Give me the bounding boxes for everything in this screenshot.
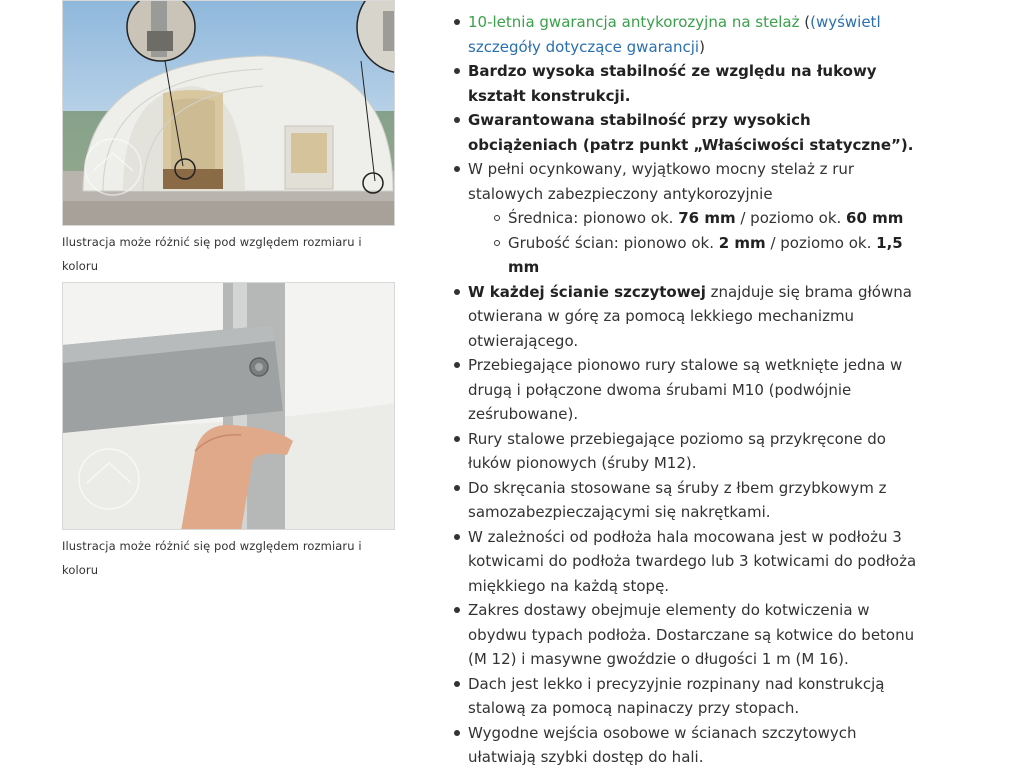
feature-gate bbox=[452, 280, 922, 354]
feature-list-column bbox=[452, 10, 922, 770]
frame-specs bbox=[468, 206, 922, 280]
frame-text: W pełni ocynkowany, wyjątkowo mocny stelaż z rur stalowych zabezpieczony antykorozyjnie bbox=[468, 160, 855, 203]
image-caption: Ilustracja może różnić się pod względem rozmiaru i koloru bbox=[62, 235, 362, 273]
feature-entrances bbox=[452, 721, 922, 770]
warranty-paren-close: ) bbox=[699, 37, 705, 56]
figure-hall bbox=[62, 0, 396, 282]
feature-bolts bbox=[452, 476, 922, 525]
feature-warranty bbox=[452, 10, 922, 59]
feature-roof bbox=[452, 672, 922, 721]
stability-arch-text: Bardzo wysoka stabilność ze względu na łukowy kształt konstrukcji. bbox=[468, 62, 877, 105]
gate-bold: W każdej ścianie szczytowej bbox=[468, 282, 706, 301]
image-column bbox=[62, 0, 396, 582]
warranty-text: 10-letnia gwarancja antykorozyjna na stelaż bbox=[468, 13, 800, 31]
spec-thickness bbox=[492, 231, 922, 280]
diameter-label: Średnica: pionowo ok. bbox=[508, 209, 679, 227]
pipe-joint-photo[interactable] bbox=[62, 282, 395, 530]
feature-anchoring bbox=[452, 525, 922, 599]
spec-diameter bbox=[492, 206, 922, 231]
feature-stability-arch bbox=[452, 59, 922, 108]
roof-text: Dach jest lekko i precyzyjnie rozpinany nad konstrukcją stalową za pomocą napinaczy przy stopach. bbox=[468, 674, 885, 717]
feature-stability-load bbox=[452, 108, 922, 157]
figure-pipe-joint bbox=[62, 282, 396, 582]
thickness-horizontal: 1,5 mm bbox=[508, 233, 903, 276]
pipe-joint-illustration bbox=[63, 283, 395, 530]
feature-list bbox=[452, 10, 922, 770]
gate-text: znajduje się brama główna otwierana w górę za pomocą lekkiego mechanizmu otwierającego. bbox=[468, 282, 912, 350]
entrances-text: Wygodne wejścia osobowe w ścianach szczytowych ułatwiają szybki dostęp do hali. bbox=[468, 723, 857, 766]
diameter-mid: / poziomo ok. bbox=[735, 209, 847, 227]
horizontal-pipes-text: Rury stalowe przebiegające poziomo są przykręcone do łuków pionowych (śruby M12). bbox=[468, 429, 886, 472]
feature-delivery bbox=[452, 598, 922, 672]
vertical-pipes-text: Przebiegające pionowo rury stalowe są wetknięte jedna w drugą i połączone dwoma śrubami M10 (podwójnie ześrubowane). bbox=[468, 356, 903, 423]
anchoring-text: W zależności od podłoża hala mocowana jest w podłożu 3 kotwicami do podłoża twardego lub 3 kotwicami do podłoża miękkiego na każdą stopę. bbox=[468, 527, 917, 595]
thickness-label: Grubość ścian: pionowo ok. bbox=[508, 233, 719, 252]
feature-vertical-pipes bbox=[452, 353, 922, 427]
warranty-paren-open: ( bbox=[799, 13, 811, 31]
thickness-mid: / poziomo ok. bbox=[765, 233, 877, 252]
warranty-link-prefix: ( bbox=[810, 13, 816, 31]
diameter-vertical: 76 mm bbox=[678, 209, 736, 227]
delivery-text: Zakres dostawy obejmuje elementy do kotwiczenia w obydwu typach podłoża. Dostarczane są kotwice do betonu (M 12) i masywne gwoździe o długości 1 m (M 16). bbox=[468, 601, 915, 668]
hall-illustration bbox=[63, 1, 395, 226]
diameter-horizontal: 60 mm bbox=[846, 209, 904, 227]
stability-load-text: Gwarantowana stabilność przy wysokich obciążeniach (patrz punkt „Właściwości statyczne”). bbox=[468, 111, 914, 154]
feature-horizontal-pipes bbox=[452, 427, 922, 476]
image-caption: Ilustracja może różnić się pod względem rozmiaru i koloru bbox=[62, 539, 362, 577]
hall-photo[interactable] bbox=[62, 0, 395, 226]
bolts-text: Do skręcania stosowane są śruby z łbem grzybkowym z samozabezpieczającymi się nakrętkami. bbox=[468, 478, 887, 521]
thickness-vertical: 2 mm bbox=[718, 233, 766, 252]
feature-frame bbox=[452, 157, 922, 280]
warranty-link-text: wyświetl szczegóły dotyczące gwarancji bbox=[468, 13, 881, 56]
